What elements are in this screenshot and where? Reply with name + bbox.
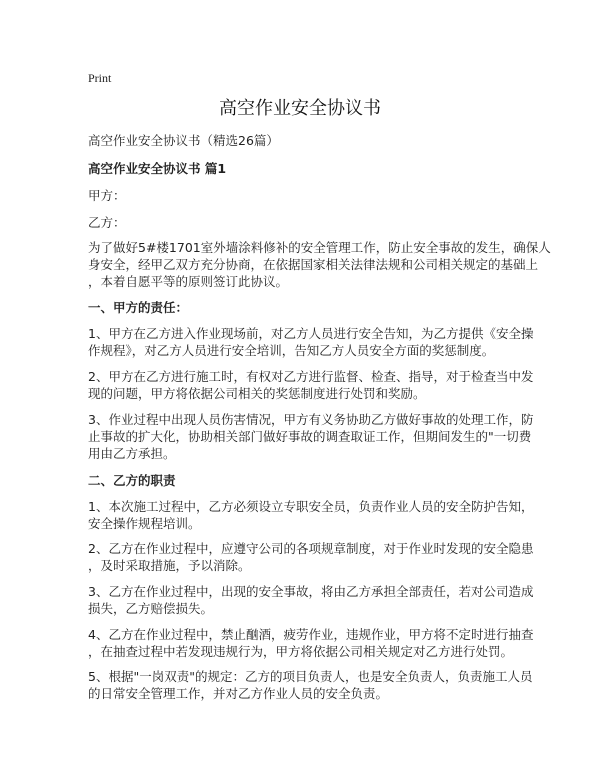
part1-heading: 一、甲方的责任： bbox=[88, 300, 189, 315]
line: 1、本次施工过程中，乙方必须设立专职安全员，负责作业人员的安全防护告知， bbox=[88, 499, 534, 514]
line: ，在抽查过程中若发现违规行为，甲方将依据公司相关规定对乙方进行处罚。 bbox=[88, 644, 514, 659]
line: 的日常安全管理工作，并对乙方作业人员的安全负责。 bbox=[88, 686, 389, 701]
party-b-label: 乙方： bbox=[88, 215, 126, 230]
line: 损失，乙方赔偿损失。 bbox=[88, 601, 214, 616]
section-heading: 高空作业安全协议书 篇1 bbox=[88, 161, 227, 176]
part2-item-5 bbox=[88, 668, 533, 702]
line: ，及时采取措施，予以消除。 bbox=[88, 558, 251, 573]
part1-item-3 bbox=[88, 411, 534, 462]
print-link[interactable]: Print bbox=[88, 71, 112, 85]
line: 为了做好5#楼1701室外墙涂料修补的安全管理工作，防止安全事故的发生，确保人 bbox=[88, 240, 551, 255]
intro-paragraph bbox=[88, 239, 551, 290]
part2-heading: 二、乙方的职责 bbox=[88, 473, 176, 488]
line: 2、甲方在乙方进行施工时，有权对乙方进行监督、检查、指导，对于检查当中发 bbox=[88, 369, 534, 384]
line: 用由乙方承担。 bbox=[88, 446, 176, 461]
part1-item-2 bbox=[88, 368, 534, 402]
party-a-label: 甲方： bbox=[88, 188, 126, 203]
line: 止事故的扩大化，协助相关部门做好事故的调查取证工作，但期间发生的"一切费 bbox=[88, 429, 532, 444]
part2-item-3 bbox=[88, 583, 534, 617]
document-title: 高空作业安全协议书 bbox=[219, 98, 381, 119]
line: 安全操作规程培训。 bbox=[88, 516, 201, 531]
part2-item-1 bbox=[88, 498, 534, 532]
line: 2、乙方在作业过程中，应遵守公司的各项规章制度，对于作业时发现的安全隐患 bbox=[88, 541, 534, 556]
line: 5、根据"一岗双责"的规定：乙方的项目负责人，也是安全负责人，负责施工人员 bbox=[88, 669, 533, 684]
document-subtitle: 高空作业安全协议书（精选26篇） bbox=[88, 133, 279, 148]
line: 身安全，经甲乙双方充分协商，在依据国家相关法律法规和公司相关规定的基础上 bbox=[88, 257, 539, 272]
part2-item-2 bbox=[88, 540, 534, 574]
line: 作规程》，对乙方人员进行安全培训，告知乙方人员安全方面的奖惩制度。 bbox=[88, 343, 495, 358]
line: 4、乙方在作业过程中，禁止酗酒，疲劳作业，违规作业，甲方将不定时进行抽查 bbox=[88, 627, 534, 642]
line: ，本着自愿平等的原则签订此协议。 bbox=[88, 274, 289, 289]
line: 1、甲方在乙方进入作业现场前，对乙方人员进行安全告知，为乙方提供《安全操 bbox=[88, 326, 534, 341]
line: 3、作业过程中出现人员伤害情况，甲方有义务协助乙方做好事故的处理工作，防 bbox=[88, 412, 534, 427]
line: 现的问题，甲方将依据公司相关的奖惩制度进行处罚和奖励。 bbox=[88, 386, 426, 401]
line: 3、乙方在作业过程中，出现的安全事故，将由乙方承担全部责任，若对公司造成 bbox=[88, 584, 534, 599]
part2-item-4 bbox=[88, 626, 534, 660]
part1-item-1 bbox=[88, 325, 534, 359]
